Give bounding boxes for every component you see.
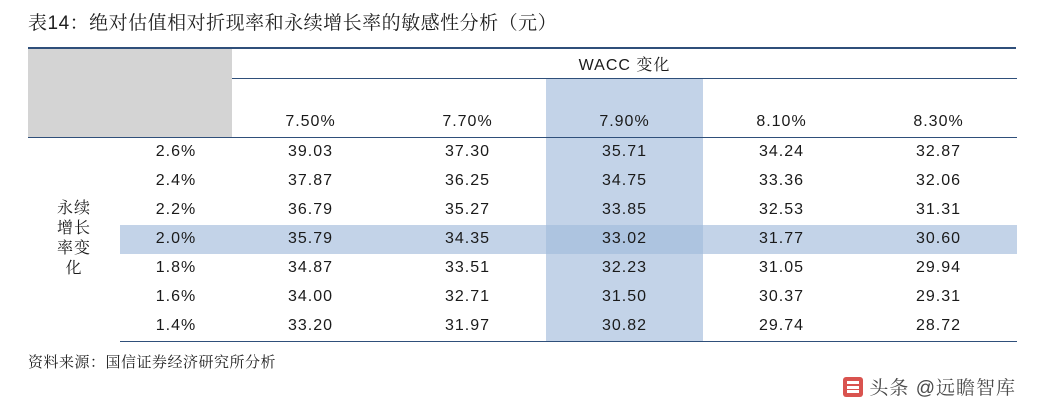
table-cell: 29.74: [703, 312, 860, 342]
table-cell: 34.00: [287, 288, 334, 306]
spacer-cell: [703, 78, 860, 108]
table-cell: 39.03: [287, 143, 334, 161]
table-cell-selected: 33.02: [546, 225, 703, 254]
wacc-value: 8.30%: [860, 108, 1017, 138]
spacer-cell-highlight: [546, 78, 703, 108]
table-cell: 36.25: [444, 172, 491, 190]
table-row: [28, 312, 1017, 342]
wacc-value: 8.10%: [703, 108, 860, 138]
table-header-row: [28, 49, 1017, 79]
table-cell: 35.79: [232, 225, 389, 254]
watermark: [843, 373, 1016, 400]
table-cell: 37.30: [444, 143, 491, 161]
table-row-highlight: [28, 225, 1017, 254]
column-group-header: WACC 变化: [232, 49, 1017, 79]
sensitivity-table: [28, 49, 1017, 342]
spacer-cell: [232, 78, 389, 108]
table-cell-highlight: 34.75: [546, 167, 703, 196]
growth-rate-label: 2.2%: [155, 201, 197, 219]
corner-block: [28, 49, 232, 108]
table-cell-highlight: 31.50: [546, 283, 703, 312]
table-cell-highlight: 30.82: [546, 312, 703, 342]
table-cell: 32.53: [758, 201, 805, 219]
table-row: [28, 283, 1017, 312]
table-cell: 36.79: [287, 201, 334, 219]
table-cell: 29.31: [915, 288, 962, 306]
spacer-cell: [389, 78, 546, 108]
table-cell: 35.27: [444, 201, 491, 219]
table-row: [28, 196, 1017, 225]
table-cell: 33.36: [758, 172, 805, 190]
source-note: 资料来源：国信证券经济研究所分析: [28, 353, 277, 371]
wacc-values-row: [28, 108, 1017, 138]
wacc-value: 7.70%: [389, 108, 546, 138]
corner-block-lower: [28, 108, 232, 138]
table-cell: 28.72: [860, 312, 1017, 342]
table-cell: 32.71: [444, 288, 491, 306]
table-cell: 29.94: [915, 259, 962, 277]
table-row: [28, 137, 1017, 167]
table-cell: 34.35: [389, 225, 546, 254]
table-cell: 30.60: [860, 225, 1017, 254]
row-group-label: 永续 增长 率变 化: [56, 200, 91, 278]
spacer-cell: [860, 78, 1017, 108]
growth-rate-label: 1.6%: [155, 288, 197, 306]
watermark-text: 头条 @远瞻智库: [869, 378, 1016, 399]
table-cell: 33.51: [444, 259, 491, 277]
table-cell: 37.87: [287, 172, 334, 190]
table-cell: 31.05: [758, 259, 805, 277]
wacc-value: 7.50%: [232, 108, 389, 138]
wacc-value-selected: 7.90%: [546, 108, 703, 138]
table-cell: 32.06: [915, 172, 962, 190]
growth-rate-label: 1.8%: [155, 259, 197, 277]
toutiao-logo-icon: [843, 377, 863, 397]
table-cell-highlight: 33.85: [546, 196, 703, 225]
table-cell: 31.77: [703, 225, 860, 254]
growth-rate-label-selected: 2.0%: [120, 225, 232, 254]
table-cell-highlight: 35.71: [546, 137, 703, 167]
table-cell: 34.24: [758, 143, 805, 161]
table-cell: 31.31: [915, 201, 962, 219]
table-row: [28, 167, 1017, 196]
table-cell: 31.97: [389, 312, 546, 342]
growth-rate-label: 2.6%: [155, 143, 197, 161]
table-cell: 30.37: [758, 288, 805, 306]
growth-rate-label: 1.4%: [120, 312, 232, 342]
table-cell-highlight: 32.23: [546, 254, 703, 283]
table-caption: 表14：绝对估值相对折现率和永续增长率的敏感性分析（元）: [28, 13, 558, 34]
table-row: [28, 254, 1017, 283]
table-cell: 32.87: [915, 143, 962, 161]
growth-rate-label: 2.4%: [155, 172, 197, 190]
table-cell: 33.20: [232, 312, 389, 342]
table-cell: 34.87: [287, 259, 334, 277]
